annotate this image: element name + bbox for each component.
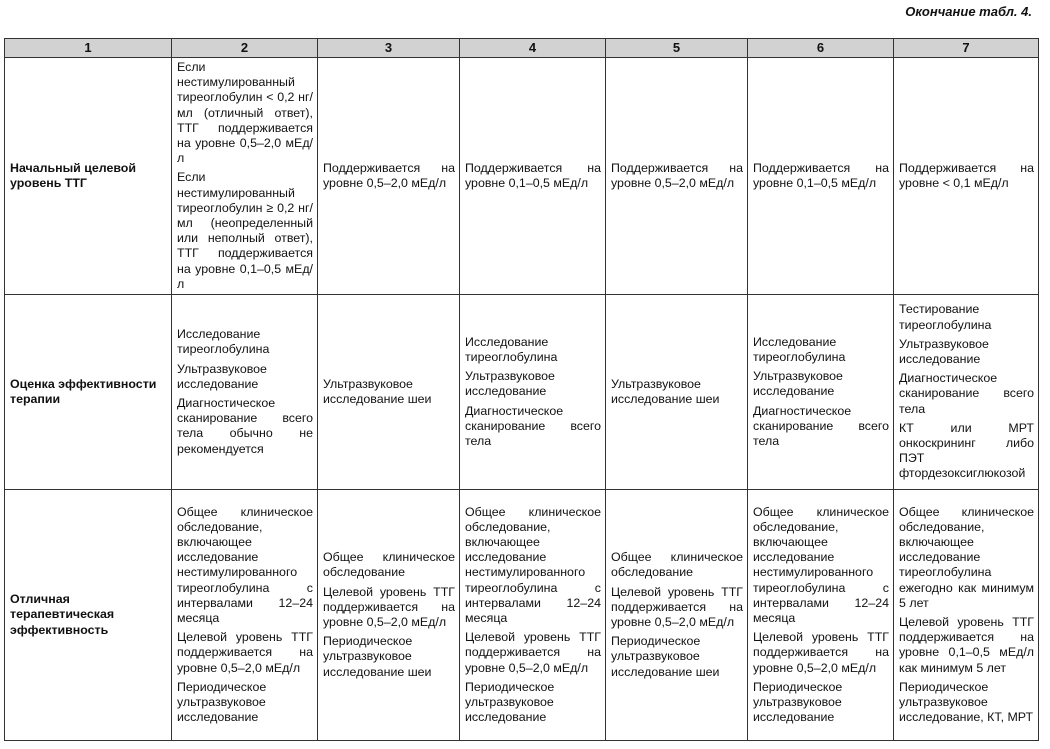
- cell-paragraph: Целевой уровень ТТГ поддерживается на уровне 0,5–2,0 мЕд/л: [177, 630, 313, 675]
- cell-paragraph: Периодическое ультразвуковое исследование шеи: [323, 634, 432, 679]
- cell-paragraph: Ультразвуковое исследование: [899, 336, 989, 367]
- cell-paragraph: Ультразвуковое исследование: [177, 361, 267, 391]
- cell-paragraph: Целевой уровень ТТГ поддерживается на уровне 0,5–2,0 мЕд/л: [323, 584, 455, 630]
- table-cell: [318, 295, 460, 490]
- cell-paragraph: Общее клиническое обследование: [611, 550, 743, 580]
- table-row: [5, 58, 1039, 295]
- row-header: Отличная терапевтическая эффективность: [5, 490, 172, 741]
- cell-paragraph: Общее клиническое обследование, включающее исследование тиреоглобулина ежегодно как минимум 5 лет: [899, 504, 1034, 610]
- cell-paragraph: Целевой уровень ТТГ поддерживается на уровне 0,1–0,5 мЕд/л как минимум 5 лет: [899, 615, 1034, 675]
- row-header: Начальный целевой уровень ТТГ: [5, 58, 172, 295]
- cell-paragraph: Поддерживается на уровне 0,1–0,5 мЕд/л: [465, 160, 601, 191]
- table-row: [5, 295, 1039, 490]
- table-cell: [172, 58, 318, 295]
- column-number: 5: [606, 39, 748, 58]
- column-number: 4: [460, 39, 606, 58]
- cell-paragraph: Диагностическое сканирование всего тела: [899, 371, 1034, 416]
- table-cell: [606, 490, 748, 741]
- cell-paragraph: Целевой уровень ТТГ поддерживается на уровне 0,5–2,0 мЕд/л: [465, 630, 601, 675]
- cell-paragraph: Общее клиническое обследование, включающее исследование нестимулированного тиреоглобулина с интервалами 12–24 месяца: [465, 504, 601, 626]
- column-number: 7: [894, 39, 1039, 58]
- table-cell: [894, 490, 1039, 741]
- cell-paragraph: Ультразвуковое исследование: [753, 369, 843, 399]
- cell-paragraph: Общее клиническое обследование, включающее исследование нестимулированного тиреоглобулина с интервалами 12–24 месяца: [753, 504, 889, 626]
- table-cell: [318, 58, 460, 295]
- cell-paragraph: Периодическое ультразвуковое исследование, КТ, МРТ: [899, 679, 1034, 725]
- cell-paragraph: Целевой уровень ТТГ поддерживается на уровне 0,5–2,0 мЕд/л: [611, 584, 743, 630]
- cell-paragraph: Тестирование тиреоглобулина: [899, 302, 992, 332]
- table-cell: [460, 295, 606, 490]
- column-number: 2: [172, 39, 318, 58]
- table-cell: [748, 295, 894, 490]
- table-cell: [748, 58, 894, 295]
- table-cell: [606, 58, 748, 295]
- cell-paragraph: Поддерживается на уровне < 0,1 мЕд/л: [899, 160, 1034, 191]
- table-cell: [894, 58, 1039, 295]
- cell-paragraph: Ультразвуковое исследование: [465, 369, 555, 399]
- column-number: 6: [748, 39, 894, 58]
- cell-paragraph: Периодическое ультразвуковое исследование: [753, 679, 843, 725]
- table-cell: [460, 490, 606, 741]
- cell-paragraph: Периодическое ультразвуковое исследование шеи: [611, 634, 720, 679]
- cell-paragraph: Исследование тиреоглобулина: [753, 334, 846, 365]
- column-number-row: [5, 39, 1039, 58]
- row-header: Оценка эффективности терапии: [5, 295, 172, 490]
- cell-paragraph: КТ или МРТ онкоскрининг либо ПЭТ фтордезоксиглюкозой: [899, 420, 1034, 481]
- cell-paragraph: Исследование тиреоглобулина: [465, 334, 558, 365]
- cell-paragraph: Общее клиническое обследование: [323, 550, 455, 580]
- table-row: [5, 490, 1039, 741]
- cell-paragraph: Периодическое ультразвуковое исследование: [177, 679, 267, 725]
- cell-paragraph: Диагностическое сканирование всего тела обычно не рекомендуется: [177, 396, 313, 456]
- cell-paragraph: Поддерживается на уровне 0,5–2,0 мЕд/л: [611, 160, 743, 191]
- cell-paragraph: Диагностическое сканирование всего тела: [465, 403, 601, 449]
- table-cell: [460, 58, 606, 295]
- cell-paragraph: Целевой уровень ТТГ поддерживается на уровне 0,5–2,0 мЕд/л: [753, 630, 889, 675]
- cell-paragraph: Периодическое ультразвуковое исследование: [465, 679, 555, 725]
- cell-paragraph: Поддерживается на уровне 0,1–0,5 мЕд/л: [753, 160, 889, 191]
- cell-paragraph: Диагностическое сканирование всего тела: [753, 403, 889, 449]
- table-caption: Окончание табл. 4.: [905, 4, 1032, 19]
- cell-paragraph: Поддерживается на уровне 0,5–2,0 мЕд/л: [323, 160, 455, 191]
- table-cell: [172, 295, 318, 490]
- table-cell: [318, 490, 460, 741]
- cell-paragraph: Ультразвуковое исследование шеи: [611, 376, 720, 407]
- column-number: 1: [5, 39, 172, 58]
- table-cell: [606, 295, 748, 490]
- table-cell: [748, 490, 894, 741]
- cell-paragraph: Если нестимулированный тиреоглобулин < 0,2 нг/мл (отличный ответ), ТТГ поддерживается на уровне 0,5–2,0 мЕд/л: [177, 60, 313, 166]
- cell-paragraph: Общее клиническое обследование, включающее исследование нестимулированного тиреоглобулина с интервалами 12–24 месяца: [177, 504, 313, 626]
- column-number: 3: [318, 39, 460, 58]
- data-table: [4, 38, 1039, 741]
- table-cell: [894, 295, 1039, 490]
- table-cell: [172, 490, 318, 741]
- cell-paragraph: Если нестимулированный тиреоглобулин ≥ 0,2 нг/мл (неопределенный или неполный ответ), ТТГ поддерживается на уровне 0,1–0,5 мЕд/л: [177, 170, 313, 291]
- cell-paragraph: Ультразвуковое исследование шеи: [323, 376, 432, 407]
- cell-paragraph: Исследование тиреоглобулина: [177, 327, 270, 357]
